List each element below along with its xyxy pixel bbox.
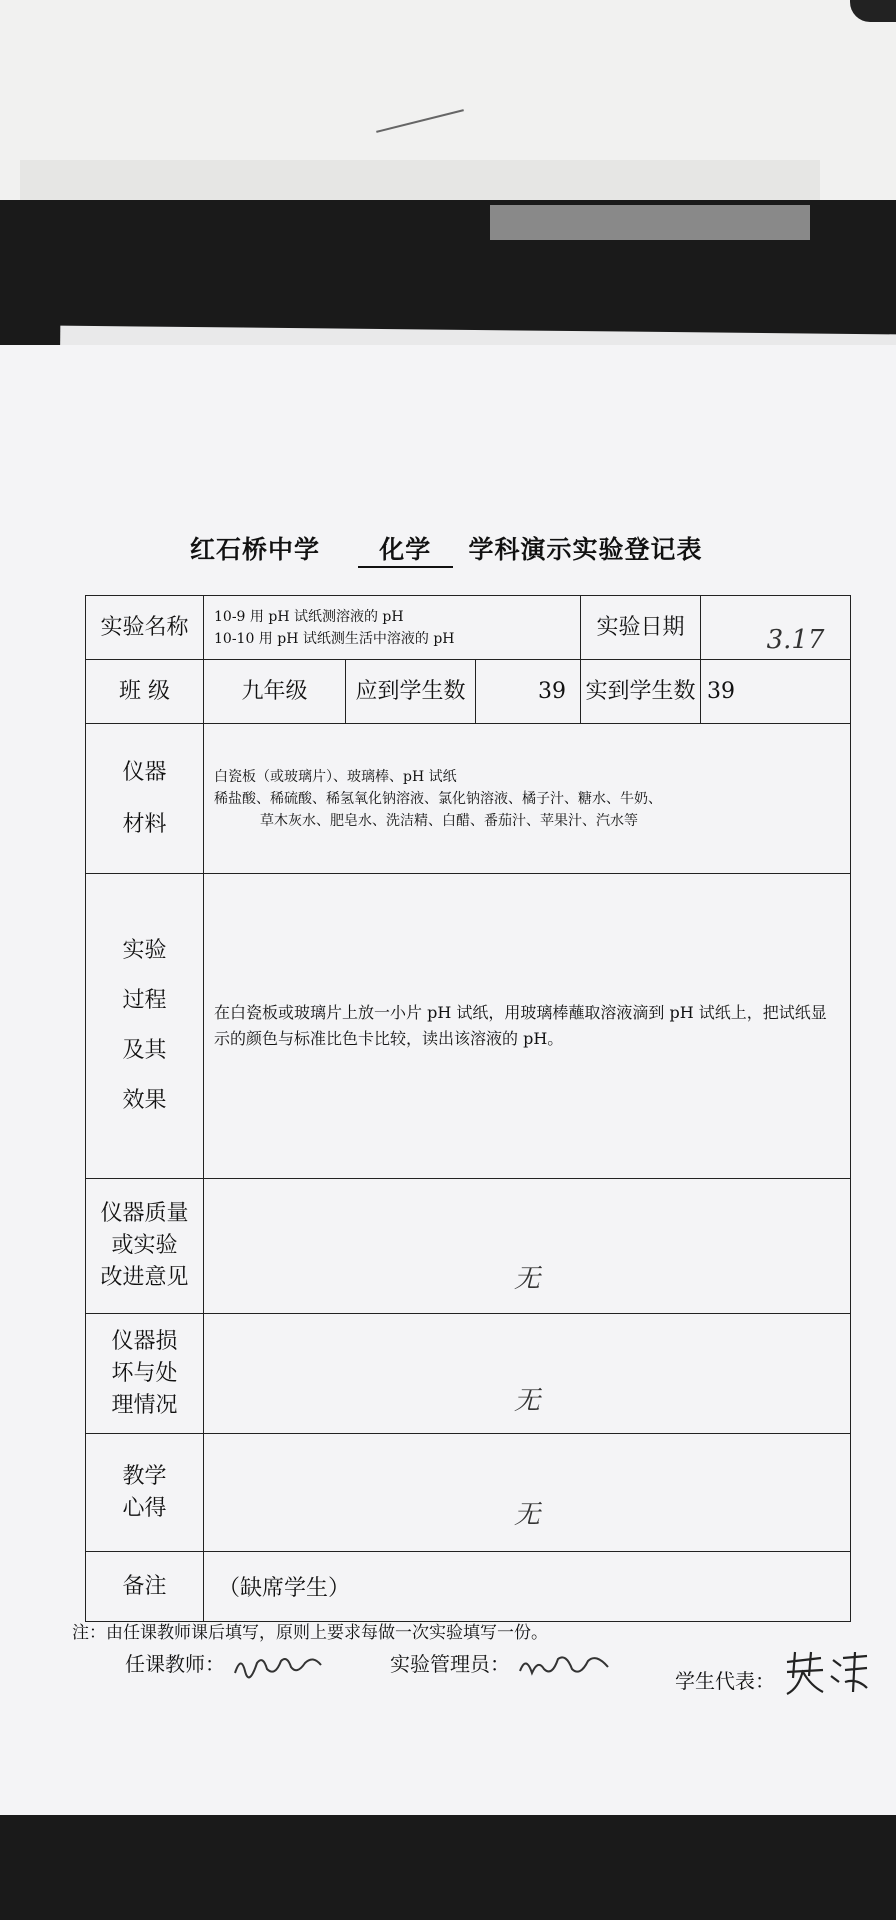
row-remarks: [86, 1552, 851, 1622]
damage-value: 无: [514, 1386, 541, 1416]
teaching-cell: [204, 1434, 851, 1552]
student-rep-signature-field: [675, 1648, 871, 1698]
materials-label-line: 仪器: [122, 759, 167, 785]
teacher-signature: [231, 1651, 331, 1681]
manager-signature: [516, 1651, 616, 1681]
materials-label: [86, 724, 204, 874]
row-materials: [86, 724, 851, 874]
materials-line: 稀盐酸、稀硫酸、稀氢氧化钠溶液、氯化钠溶液、橘子汁、糖水、牛奶、: [214, 790, 662, 807]
quality-label-line: 改进意见: [100, 1265, 189, 1290]
quality-label-line: 或实验: [111, 1233, 178, 1258]
paper-fold: [20, 160, 820, 200]
class-label: 班 级: [86, 660, 204, 724]
experiment-table: [85, 595, 851, 1622]
teaching-label-line: 心得: [122, 1495, 167, 1521]
row-quality: [86, 1179, 851, 1314]
student-rep-signature: [781, 1648, 871, 1698]
school-name: 红石桥中学: [190, 535, 321, 564]
damage-label-line: 理情况: [111, 1392, 178, 1418]
experiment-name-value: [204, 596, 581, 660]
teaching-value: 无: [514, 1500, 541, 1530]
teacher-signature-field: [125, 1648, 331, 1681]
materials-line: 草木灰水、肥皂水、洗洁精、白醋、番茄汁、苹果汁、汽水等: [260, 812, 638, 829]
footer-note: 注：由任课教师课后填写，原则上要求每做一次实验填写一份。: [72, 1623, 548, 1643]
background-paper-top: [0, 0, 896, 200]
experiment-name-line: 10-9 用 pH 试纸测溶液的 pH: [214, 608, 404, 625]
process-value: 在白瓷板或玻璃片上放一小片 pH 试纸，用玻璃棒蘸取溶液滴到 pH 试纸上，把试纸显示的颜色与标准比色卡比较，读出该溶液的 pH。: [204, 874, 851, 1179]
experiment-name-line: 10-10 用 pH 试纸测生活中溶液的 pH: [214, 630, 455, 647]
damage-cell: [204, 1314, 851, 1434]
quality-value: 无: [514, 1264, 541, 1294]
row-experiment-name: [86, 596, 851, 660]
teaching-label-line: 教学: [122, 1463, 167, 1489]
actual-students-label: 实到学生数: [581, 660, 701, 724]
expected-students-label: 应到学生数: [346, 660, 476, 724]
row-teaching: [86, 1434, 851, 1552]
class-value: 九年级: [204, 660, 346, 724]
quality-cell: [204, 1179, 851, 1314]
remarks-value: （缺席学生）: [204, 1552, 851, 1622]
damage-label-line: 仪器损: [111, 1328, 178, 1354]
remarks-label: 备注: [86, 1552, 204, 1622]
teaching-label: [86, 1434, 204, 1552]
process-label-line: 实验: [122, 938, 167, 963]
row-class: [86, 660, 851, 724]
row-process: [86, 874, 851, 1179]
damage-label: [86, 1314, 204, 1434]
experiment-date-value: 3.17: [766, 624, 825, 655]
experiment-name-label: 实验名称: [86, 596, 204, 660]
experiment-date-label: 实验日期: [581, 596, 701, 660]
process-label-line: 效果: [122, 1088, 167, 1113]
process-label: [86, 874, 204, 1179]
damage-label-line: 坏与处: [111, 1360, 178, 1386]
student-rep-label: 学生代表：: [675, 1669, 775, 1693]
process-label-line: 过程: [122, 988, 167, 1013]
quality-label-line: 仪器质量: [100, 1201, 189, 1226]
process-label-line: 及其: [122, 1038, 167, 1063]
teacher-label: 任课教师：: [125, 1652, 225, 1676]
pen-mark: [376, 109, 464, 133]
materials-value: [204, 724, 851, 874]
experiment-date-cell: [701, 596, 851, 660]
title-suffix: 学科演示实验登记表: [468, 535, 703, 564]
manager-label: 实验管理员：: [390, 1652, 510, 1676]
quality-label: [86, 1179, 204, 1314]
row-damage: [86, 1314, 851, 1434]
materials-label-line: 材料: [122, 811, 167, 837]
actual-students-value: 39: [701, 660, 851, 724]
expected-students-value: 39: [476, 660, 581, 724]
manager-signature-field: [390, 1648, 616, 1681]
tape-strip: [490, 205, 810, 240]
subject-field: 化学: [358, 530, 453, 568]
materials-line: 白瓷板（或玻璃片）、玻璃棒、pH 试纸: [214, 768, 457, 785]
form-title: [190, 530, 750, 568]
